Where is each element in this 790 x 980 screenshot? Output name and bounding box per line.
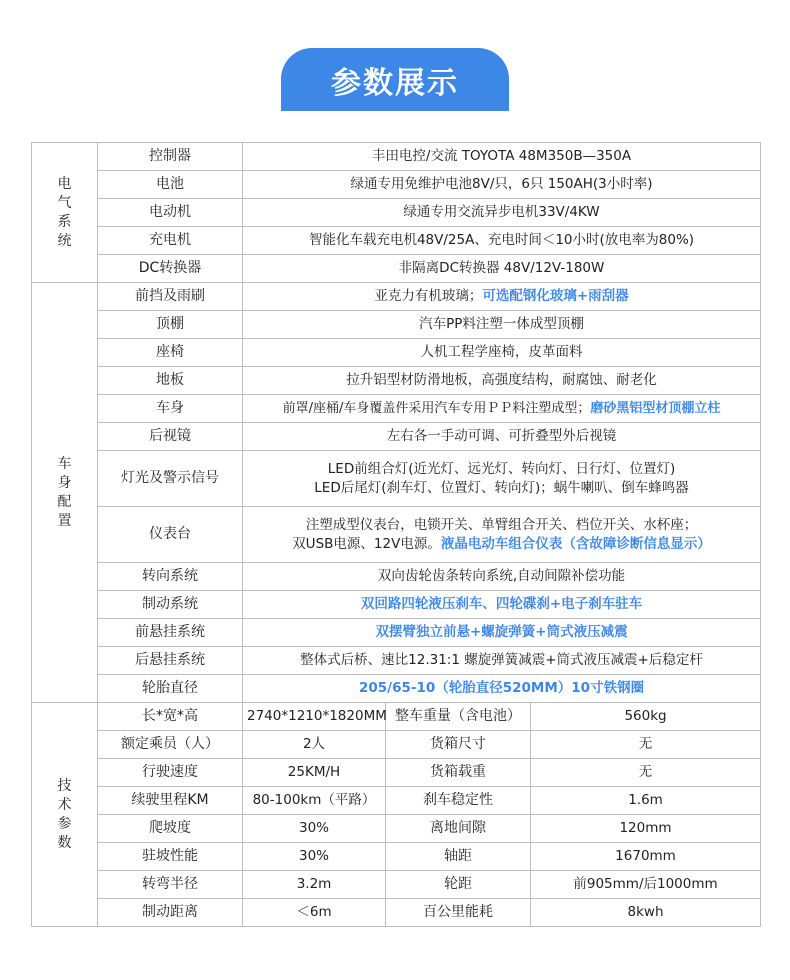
param-value: 80-100km（平路） xyxy=(243,787,386,815)
param-value: 120mm xyxy=(531,815,761,843)
row-label: 顶棚 xyxy=(98,311,243,339)
param-label: 货箱载重 xyxy=(386,759,531,787)
row-label: 控制器 xyxy=(98,143,243,171)
row-value: 丰田电控/交流 TOYOTA 48M350B—350A xyxy=(243,143,761,171)
row-value: 注塑成型仪表台，电锁开关、单臂组合开关、档位开关、水杯座； 双USB电源、12V电源。液晶电动车组合仪表（含故障诊断信息显示） xyxy=(243,507,761,563)
table-row xyxy=(32,451,761,507)
highlight-text: 可选配钢化玻璃+雨刮器 xyxy=(482,288,629,304)
param-label: 驻坡性能 xyxy=(98,843,243,871)
row-label: 灯光及警示信号 xyxy=(98,451,243,507)
table-row xyxy=(32,311,761,339)
param-label: 制动距离 xyxy=(98,899,243,927)
param-label: 爬坡度 xyxy=(98,815,243,843)
param-value: 30% xyxy=(243,843,386,871)
row-value: 前罩/座桶/车身覆盖件采用汽车专用ＰＰ料注塑成型；磨砂黑铝型材顶棚立柱 xyxy=(243,395,761,423)
table-row xyxy=(32,339,761,367)
param-value: 560kg xyxy=(531,703,761,731)
param-label: 离地间隙 xyxy=(386,815,531,843)
row-label: DC转换器 xyxy=(98,255,243,283)
table-row xyxy=(32,283,761,311)
table-row xyxy=(32,367,761,395)
param-value: 1670mm xyxy=(531,843,761,871)
row-value: 人机工程学座椅，皮革面料 xyxy=(243,339,761,367)
param-label: 百公里能耗 xyxy=(386,899,531,927)
row-value: 205/65-10（轮胎直径520MM）10寸铁钢圈 xyxy=(243,675,761,703)
row-label: 电动机 xyxy=(98,199,243,227)
param-label: 续驶里程KM xyxy=(98,787,243,815)
row-value: 双向齿轮齿条转向系统,自动间隙补偿功能 xyxy=(243,563,761,591)
row-label: 前挡及雨刷 xyxy=(98,283,243,311)
param-value: 无 xyxy=(531,759,761,787)
row-value: 智能化车载充电机48V/25A、充电时间＜10小时(放电率为80%) xyxy=(243,227,761,255)
row-label: 轮胎直径 xyxy=(98,675,243,703)
table-row xyxy=(32,787,761,815)
row-label: 充电机 xyxy=(98,227,243,255)
param-value: 25KM/H xyxy=(243,759,386,787)
row-label: 转向系统 xyxy=(98,563,243,591)
table-row xyxy=(32,871,761,899)
row-label: 座椅 xyxy=(98,339,243,367)
group-label-electric: 电气系统 xyxy=(32,143,98,283)
row-value: 非隔离DC转换器 48V/12V-180W xyxy=(243,255,761,283)
table-row xyxy=(32,563,761,591)
row-value: 亚克力有机玻璃；可选配钢化玻璃+雨刮器 xyxy=(243,283,761,311)
table-row xyxy=(32,199,761,227)
table-row xyxy=(32,619,761,647)
param-label: 整车重量（含电池） xyxy=(386,703,531,731)
row-value: 绿通专用交流异步电机33V/4KW xyxy=(243,199,761,227)
param-label: 转弯半径 xyxy=(98,871,243,899)
param-value: ＜6m xyxy=(243,899,386,927)
highlight-text: 磨砂黑铝型材顶棚立柱 xyxy=(590,401,721,416)
row-label: 地板 xyxy=(98,367,243,395)
row-label: 车身 xyxy=(98,395,243,423)
table-row xyxy=(32,171,761,199)
table-row xyxy=(32,731,761,759)
param-value: 前905mm/后1000mm xyxy=(531,871,761,899)
row-value: 绿通专用免维护电池8V/只，6只 150AH(3小时率) xyxy=(243,171,761,199)
row-label: 制动系统 xyxy=(98,591,243,619)
page-title: 参数展示 xyxy=(331,65,459,101)
row-value: 双摆臂独立前悬+螺旋弹簧+筒式液压减震 xyxy=(243,619,761,647)
row-label: 电池 xyxy=(98,171,243,199)
group-label-tech: 技术参数 xyxy=(32,703,98,927)
param-label: 额定乘员（人） xyxy=(98,731,243,759)
table-row xyxy=(32,143,761,171)
param-value: 2人 xyxy=(243,731,386,759)
table-row xyxy=(32,899,761,927)
table-row xyxy=(32,815,761,843)
param-label: 轮距 xyxy=(386,871,531,899)
table-row xyxy=(32,675,761,703)
row-value: 双回路四轮液压刹车、四轮碟刹+电子刹车驻车 xyxy=(243,591,761,619)
row-value: 拉升铝型材防滑地板，高强度结构，耐腐蚀、耐老化 xyxy=(243,367,761,395)
table-row xyxy=(32,591,761,619)
highlight-text: 液晶电动车组合仪表（含故障诊断信息显示） xyxy=(440,535,711,552)
table-row xyxy=(32,227,761,255)
param-label: 长*宽*高 xyxy=(98,703,243,731)
param-label: 行驶速度 xyxy=(98,759,243,787)
table-row xyxy=(32,647,761,675)
table-row xyxy=(32,843,761,871)
param-value: 30% xyxy=(243,815,386,843)
row-value: LED前组合灯(近光灯、远光灯、转向灯、日行灯、位置灯) LED后尾灯(刹车灯、位置灯、转向灯)；蜗牛喇叭、倒车蜂鸣器 xyxy=(243,451,761,507)
param-value: 2740*1210*1820MM xyxy=(243,703,386,731)
param-value: 1.6m xyxy=(531,787,761,815)
param-label: 货箱尺寸 xyxy=(386,731,531,759)
table-row xyxy=(32,759,761,787)
table-row xyxy=(32,255,761,283)
row-value: 整体式后桥、速比12.31:1 螺旋弹簧减震+筒式液压减震+后稳定杆 xyxy=(243,647,761,675)
param-value: 无 xyxy=(531,731,761,759)
row-value: 汽车PP料注塑一体成型顶棚 xyxy=(243,311,761,339)
table-row xyxy=(32,507,761,563)
param-value: 8kwh xyxy=(531,899,761,927)
page-title-banner xyxy=(281,48,509,111)
table-row xyxy=(32,703,761,731)
row-label: 前悬挂系统 xyxy=(98,619,243,647)
row-label: 后悬挂系统 xyxy=(98,647,243,675)
row-value: 左右各一手动可调、可折叠型外后视镜 xyxy=(243,423,761,451)
param-label: 轴距 xyxy=(386,843,531,871)
table-row xyxy=(32,423,761,451)
group-label-body: 车身配置 xyxy=(32,283,98,703)
row-label: 后视镜 xyxy=(98,423,243,451)
spec-table xyxy=(31,142,761,927)
param-value: 3.2m xyxy=(243,871,386,899)
param-label: 刹车稳定性 xyxy=(386,787,531,815)
row-label: 仪表台 xyxy=(98,507,243,563)
table-row xyxy=(32,395,761,423)
